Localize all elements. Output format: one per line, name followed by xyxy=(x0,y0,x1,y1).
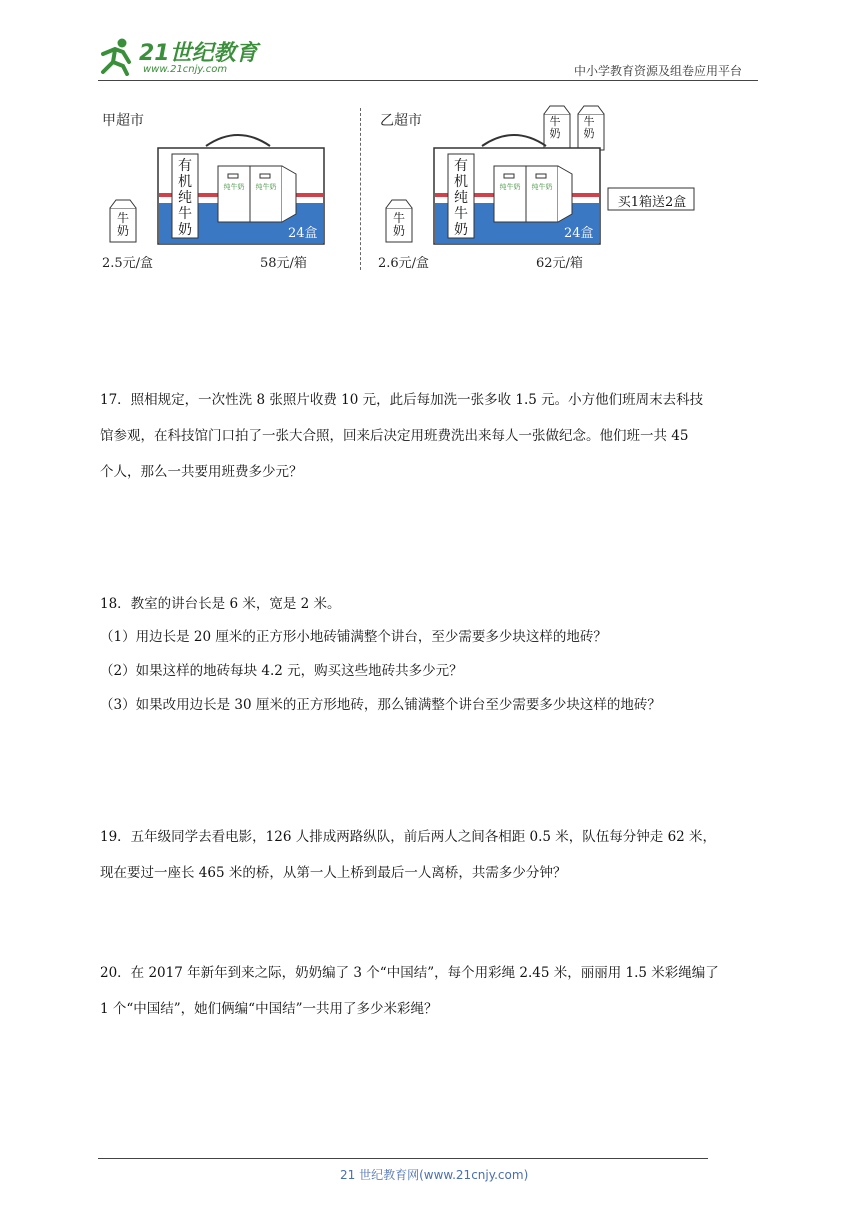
shop-b-carton-label-2: 纯牛奶 xyxy=(531,183,553,191)
q17-line-2: 馆参观，在科技馆门口拍了一张大合照，回来后决定用班费洗出来每人一张做纪念。他们班一共 45 xyxy=(100,428,689,444)
shop-b-title: 乙超市 xyxy=(380,113,422,129)
shop-a-box-price: 58元/箱 xyxy=(260,256,307,271)
q19-line-2: 现在要过一座长 465 米的桥，从第一人上桥到最后一人离桥，共需多少分钟？ xyxy=(100,865,567,881)
logo-main-text: 21世纪教育 xyxy=(139,41,258,66)
shop-b-box-text: 有机纯牛奶 xyxy=(454,158,468,238)
logo-sub-text: www.21cnjy.com xyxy=(143,64,228,75)
milk-comparison-figure xyxy=(98,100,718,280)
q17-line-3: 个人，那么一共要用班费多少元？ xyxy=(100,464,303,480)
platform-title: 中小学教育资源及组卷应用平台 xyxy=(574,64,743,78)
figure-divider xyxy=(360,108,361,270)
q17-line-1: 17．照相规定，一次性洗 8 张照片收费 10 元，此后每加洗一张多收 1.5 元。小方他们班周末去科技 xyxy=(100,392,704,408)
shop-b-single-price: 2.6元/盒 xyxy=(378,256,430,271)
shop-b-promo: 买1箱送2盒 xyxy=(617,195,687,210)
shop-b-box-price: 62元/箱 xyxy=(536,256,583,271)
shop-a-carton-label-2: 纯牛奶 xyxy=(255,183,277,191)
shop-b-box-count: 24盒 xyxy=(564,226,594,241)
footer-divider xyxy=(98,1158,708,1159)
shop-a-single-price: 2.5元/盒 xyxy=(102,256,154,271)
shop-a-title: 甲超市 xyxy=(102,113,144,129)
shop-a-carton-label-1: 纯牛奶 xyxy=(223,183,245,191)
q18-stem: 18．教室的讲台长是 6 米，宽是 2 米。 xyxy=(100,596,341,612)
shop-a-box-count: 24盒 xyxy=(288,226,318,241)
shop-b-single-label: 牛奶 xyxy=(392,211,405,238)
q18-part-1: （1）用边长是 20 厘米的正方形小地砖铺满整个讲台，至少需要多少块这样的地砖？ xyxy=(100,629,607,645)
header-divider xyxy=(98,80,758,81)
shop-a-box-text: 有机纯牛奶 xyxy=(178,158,192,238)
shop-b-bonus-label-2: 牛奶 xyxy=(583,115,595,140)
runner-logo-icon xyxy=(95,36,135,76)
q20-line-2: 1 个“中国结”，她们俩编“中国结”一共用了多少米彩绳？ xyxy=(100,1001,438,1017)
shop-b-carton-label-1: 纯牛奶 xyxy=(499,183,521,191)
site-logo xyxy=(95,34,265,80)
q18-part-2: （2）如果这样的地砖每块 4.2 元，购买这些地砖共多少元？ xyxy=(100,663,463,679)
q19-line-1: 19．五年级同学去看电影，126 人排成两路纵队，前后两人之间各相距 0.5 米，队伍每分钟走 62 米， xyxy=(100,829,717,845)
shop-b-bonus-label-1: 牛奶 xyxy=(549,115,561,140)
q18-part-3: （3）如果改用边长是 30 厘米的正方形地砖，那么铺满整个讲台至少需要多少块这样的地砖？ xyxy=(100,697,661,713)
shop-a-single-label: 牛奶 xyxy=(116,211,129,238)
q20-line-1: 20．在 2017 年新年到来之际，奶奶编了 3 个“中国结”，每个用彩绳 2.45 米，丽丽用 1.5 米彩绳编了 xyxy=(100,965,719,981)
footer-link[interactable]: 21 世纪教育网(www.21cnjy.com) xyxy=(340,1168,529,1182)
